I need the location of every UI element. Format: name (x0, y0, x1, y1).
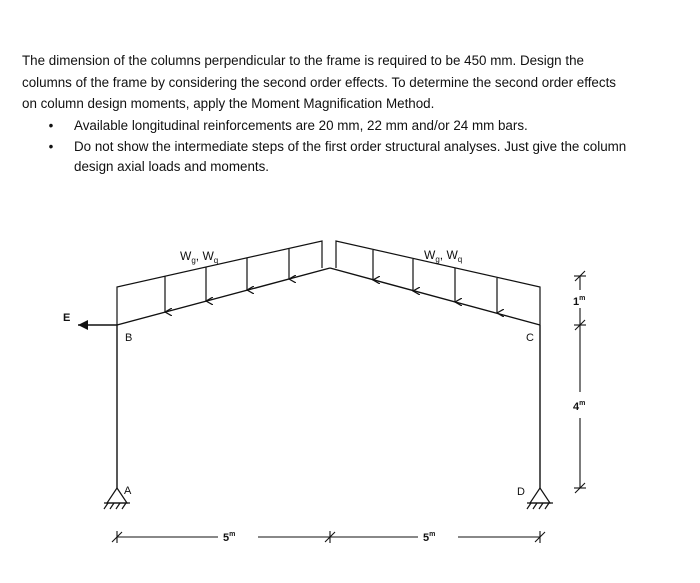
list-item-line: design axial loads and moments. (74, 159, 270, 174)
dimension-value: 1 (573, 296, 580, 308)
dimension-unit: m (229, 531, 236, 538)
bullet-marker: • (48, 118, 54, 133)
dimension-label-rise (573, 295, 585, 308)
statement-line: The dimension of the columns perpendicular to the frame is required to be 450 mm. Design the (22, 53, 584, 68)
dimension-value: 5 (223, 532, 230, 544)
right-load-label (424, 248, 462, 264)
statement-line: on column design moments, apply the Moment Magnification Method. (22, 96, 435, 111)
load-separator: , W (195, 249, 214, 263)
joint-label-c: C (526, 332, 534, 344)
joint-label-e: E (63, 312, 71, 324)
load-subscript: q (213, 256, 219, 265)
statement-line: columns of the frame by considering the second order effects. To determine the second order effects (22, 74, 616, 90)
left-load-outline (117, 241, 322, 325)
joint-label-d: D (517, 486, 525, 498)
pin-support-right (527, 488, 553, 509)
load-separator: , W (439, 248, 458, 262)
list-item-line: Available longitudinal reinforcements are 20 mm, 22 mm and/or 24 mm bars. (74, 118, 528, 133)
load-symbol: W (180, 249, 192, 263)
load-subscript: g (435, 255, 440, 264)
dimension-label-right-span (423, 531, 435, 544)
list-item-line: Do not show the intermediate steps of the first order structural analyses. Just give the column (74, 138, 627, 154)
rafter-right (330, 268, 540, 325)
dimension-label-column-height (573, 400, 585, 413)
load-symbol: W (424, 248, 436, 262)
bullet-marker: • (48, 138, 54, 154)
dimension-unit: m (429, 531, 436, 538)
joint-label-b: B (125, 332, 133, 344)
dimension-value: 5 (423, 532, 430, 544)
horizontal-force-e (63, 312, 117, 330)
load-subscript: q (457, 255, 463, 264)
dimension-label-left-span (223, 531, 235, 544)
rafter-left (117, 268, 330, 325)
left-load-label (180, 249, 218, 265)
load-subscript: g (191, 256, 196, 265)
joint-label-a: A (124, 485, 132, 497)
dimension-unit: m (579, 295, 586, 302)
dimension-unit: m (579, 400, 586, 407)
dimension-value: 4 (573, 401, 580, 413)
right-load-outline (336, 241, 540, 325)
bottom-dimension (112, 531, 545, 543)
